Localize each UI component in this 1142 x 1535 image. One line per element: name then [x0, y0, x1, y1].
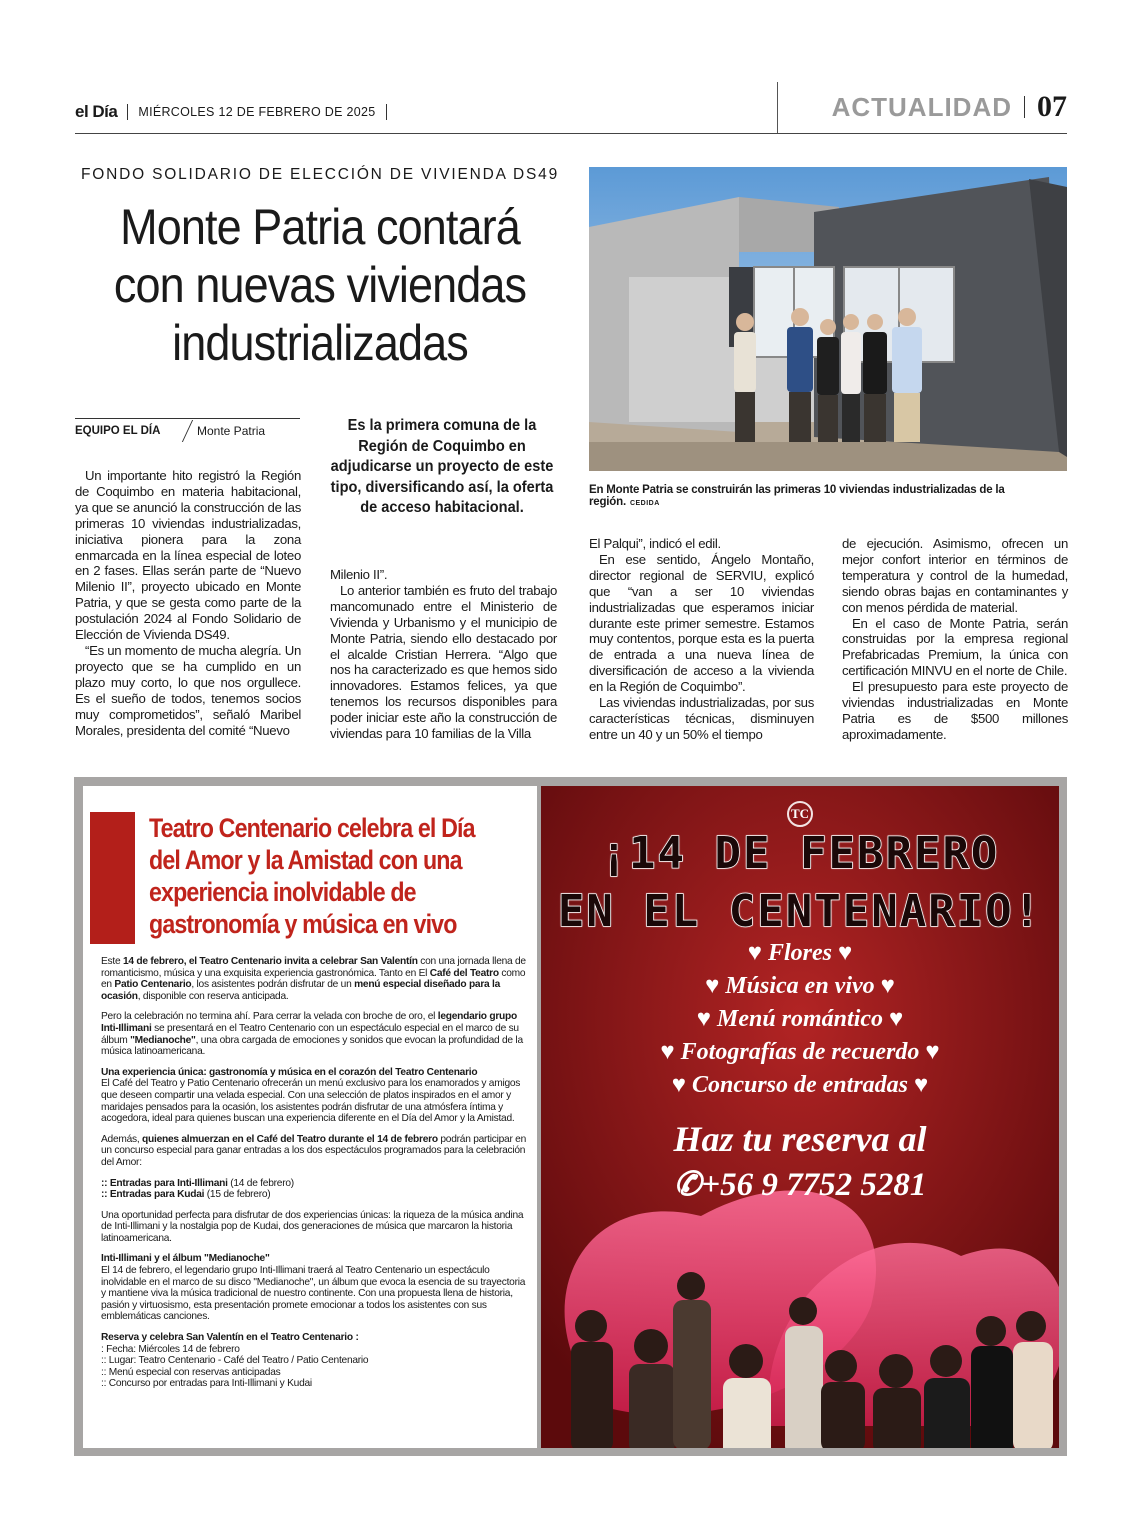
- list-item: :: Lugar: Teatro Centenario - Café del Teatro / Patio Centenario: [101, 1355, 369, 1367]
- ad-subheading: Reserva y celebra San Valentín en el Teatro Centenario :: [101, 1332, 359, 1344]
- article-column-3: [589, 536, 814, 743]
- text-run: El 14 de febrero, el legendario grupo Inti-Illimani traerá al Teatro Centenario un espectáculo inolvidable en el marco de su disco "Medianoche", un álbum que evoca la esencia de su trayectoria y mantiene viva la música tradicional de nuestro continente. Con una propuesta llena de historia, pasión y virtuosismo, esta presentación promete emocionar a todos los asistentes con sus emblemáticas canciones.: [101, 1265, 526, 1323]
- divider: [1024, 96, 1025, 118]
- header-left: [75, 102, 397, 122]
- paragraph: En el caso de Monte Patria, serán construidas por la empresa regional Prefabricadas Premium, la única con certificación MINVU en el norte de Chile.: [842, 615, 1068, 679]
- byline-location: Monte Patria: [197, 424, 266, 438]
- newspaper-logo: el Día: [75, 102, 118, 121]
- text-run: El Café del Teatro y Patio Centenario ofrecerán un menú exclusivo para los enamorados y amigos que deseen compartir una velada especial. Con una selección de platos inspirados en el amor y maridajes pensados para la ocasión, los asistentes podrán disfrutar de una atmósfera íntima y acogedora, ideal para quienes buscan una experiencia diferente en el Día del Amor y la Amistad.: [101, 1078, 521, 1125]
- ad-paragraph: Una oportunidad perfecta para disfrutar de dos experiencias únicas: la riqueza de la música andina de Inti-Illimani y la nostalgia pop de Kudai, dos generaciones de música que marcaron la historia latinoamericana.: [101, 1209, 524, 1244]
- text-run: legendario grupo Inti-Illimani: [101, 1011, 517, 1034]
- article-column-2: [330, 567, 557, 742]
- article-column-1: [75, 468, 301, 738]
- header-rule: [75, 133, 1067, 134]
- poster-item: ♥ Menú romántico ♥: [696, 1006, 904, 1032]
- poster-item: ♥ Concurso de entradas ♥: [671, 1072, 929, 1098]
- byline: [75, 418, 300, 442]
- text-run: Además,: [101, 1133, 143, 1145]
- ad-list: [101, 1332, 526, 1390]
- advertisement-box: [74, 777, 1067, 1456]
- divider: [777, 82, 778, 134]
- ad-paragraph: [101, 1134, 526, 1169]
- text-run: , una obra cargada de emociones y sonidos que evocan la profundidad de la música latinoamericana.: [101, 1034, 523, 1058]
- list-item: :: Entradas para Kudai: [101, 1189, 205, 1201]
- article-column-4: [842, 536, 1068, 743]
- list-item: : Fecha: Miércoles 14 de febrero: [101, 1343, 240, 1355]
- text-run: quienes almuerzan en el Café del Teatro durante el 14 de febrero: [142, 1133, 438, 1145]
- section-name: ACTUALIDAD: [831, 91, 1012, 122]
- text-run: como en: [101, 967, 526, 991]
- headline-line: con nuevas viviendas: [113, 257, 527, 313]
- article-headline: [100, 198, 541, 372]
- house-photo-illustration: [589, 167, 1067, 471]
- text-run: , disponible con reserva anticipada.: [137, 990, 289, 1002]
- paragraph: Lo anterior también es fruto del trabajo mancomunado entre el Ministerio de Vivienda y Urbanismo y el municipio de Monte Patria, siendo ello destacado por el alcalde Cristian Herrera. “Algo que nos ha caracterizado es que hemos sido innovadores. Estamos felices, ya que tenemos los recursos disponibles para poder iniciar este año la construcción de viviendas para 10 familias de la Villa: [330, 582, 557, 742]
- text-run: podrán participar en un concurso especial para ganar entradas a los dos espectáculos programados para la celebración del Amor:: [101, 1133, 527, 1168]
- ad-paragraph: [101, 1253, 526, 1323]
- text-run: "Medianoche": [130, 1034, 196, 1046]
- paragraph: El presupuesto para este proyecto de viviendas industrializadas en Monte Patria es de $500 millones aproximadamente.: [842, 679, 1068, 742]
- ad-accent-bar: [90, 812, 135, 944]
- headline-line: industrializadas: [172, 315, 468, 371]
- text-run: Café del Teatro: [429, 967, 499, 979]
- text-run: con una jornada llena de romanticismo, música y una exquisita experiencia gastronómica. Tanto en El: [101, 956, 526, 979]
- ad-paragraph: [101, 1067, 526, 1125]
- page-header: [75, 82, 1067, 134]
- ad-subheading: Una experiencia única: gastronomía y música en el corazón del Teatro Centenario: [101, 1066, 478, 1078]
- poster-reserve-text: Haz tu reserva al: [673, 1119, 927, 1159]
- divider: [182, 420, 193, 442]
- ad-text-panel: [83, 786, 537, 1448]
- text-run: 14 de febrero, el Teatro Centenario invita a celebrar San Valentín: [122, 956, 418, 967]
- text-run: (15 de febrero): [204, 1189, 271, 1201]
- ad-poster: [541, 786, 1059, 1448]
- theater-logo-icon: TC: [787, 801, 813, 827]
- paragraph: Un importante hito registró la Región de Coquimbo en materia habitacional, ya que se anunció la construcción de las primeras 10 viviendas industrializadas, iniciativa pionera para la zona enmarcada en la línea especial de loteo en 2 fases. Ellas serán parte de “Nuevo Milenio II”, proyecto ubicado en Monte Patria, y que se gesta como parte de la postulación 2024 al Fondo Solidario de Elección de Vivienda DS49.: [75, 468, 301, 643]
- page-number: 07: [1037, 90, 1067, 123]
- poster-item: ♥ Música en vivo ♥: [705, 973, 895, 999]
- article-deck: Es la primera comuna de la Región de Coquimbo en adjudicarse un proyecto de este tipo, diversificando así, la oferta de acceso habitacional.: [330, 417, 554, 516]
- text-run: Este: [101, 956, 123, 967]
- paragraph: de ejecución. Asimismo, ofrecen un mejor confort interior en términos de temperatura y control de la humedad, siendo obras bajas en contaminantes y con menos pérdida de material.: [842, 536, 1068, 615]
- text-run: , los asistentes podrán disfrutar de un: [191, 979, 355, 991]
- article-photo: [589, 167, 1067, 471]
- byline-author: EQUIPO EL DÍA: [75, 425, 161, 437]
- ad-list: [101, 1178, 526, 1201]
- text-run: (14 de febrero): [227, 1177, 294, 1189]
- text-run: menú especial diseñado para la ocasión: [101, 979, 501, 1002]
- divider: [127, 104, 128, 120]
- poster-item: ♥ Flores ♥: [747, 940, 853, 966]
- text-run: Patio Centenario: [114, 979, 192, 991]
- poster-headline-1: ¡14 DE FEBRERO: [600, 828, 1000, 879]
- ad-body: [101, 956, 526, 1399]
- text-run: se presentará en el Teatro Centenario con un espectáculo especial en el marco de su álbum: [101, 1022, 519, 1046]
- paragraph: En ese sentido, Ángelo Montaño, director regional de SERVIU, explicó que “van a ser 10 viviendas industrializadas que esperamos iniciar durante este primer semestre. Estamos muy contentos, porque esta es la puerta de entrada a una nueva línea de diversificación de acceso a la vivienda en la Región de Coquimbo”.: [589, 551, 814, 695]
- poster-phone: ✆+56 9 7752 5281: [673, 1167, 927, 1203]
- header-right: [832, 90, 1067, 124]
- paragraph: Las viviendas industrializadas, por sus características técnicas, disminuyen entre un 40 y un 50% el tiempo: [589, 695, 814, 742]
- ad-paragraph: [101, 956, 526, 1002]
- issue-date: MIÉRCOLES 12 DE FEBRERO DE 2025: [138, 105, 376, 119]
- caption-text: En Monte Patria se construirán las primeras 10 viviendas industrializadas de la región.: [589, 484, 1005, 508]
- ad-title: Teatro Centenario celebra el Día del Amor y la Amistad con una experiencia inolvidable de gastronomía y música en vivo: [149, 813, 475, 939]
- headline-line: Monte Patria contará: [120, 199, 520, 255]
- text-run: Pero la celebración no termina ahí. Para cerrar la velada con broche de oro, el: [101, 1011, 438, 1023]
- article-kicker: FONDO SOLIDARIO DE ELECCIÓN DE VIVIENDA DS49: [81, 166, 559, 183]
- list-item: :: Concurso por entradas para Inti-Illimani y Kudai: [101, 1378, 312, 1390]
- paragraph: Milenio II”.: [330, 567, 388, 582]
- paragraph: “Es un momento de mucha alegría. Un proyecto que se ha cumplido en un plazo muy corto, lo que nos orgullece. Es el sueño de todos, tenemos socios muy comprometidos”, señaló Maribel Morales, presidenta del comité “Nuevo: [75, 642, 301, 738]
- photo-credit: CEDIDA: [629, 500, 660, 507]
- poster-item: ♥ Fotografías de recuerdo ♥: [660, 1039, 940, 1065]
- list-item: :: Entradas para Inti-Illimani: [101, 1177, 228, 1189]
- ad-paragraph: [101, 1011, 526, 1057]
- ad-subheading: Inti-Illimani y el álbum "Medianoche": [101, 1253, 270, 1265]
- poster-headline-2: EN EL CENTENARIO!: [557, 886, 1043, 937]
- divider: [386, 104, 387, 120]
- list-item: :: Menú especial con reservas anticipadas: [101, 1366, 281, 1378]
- photo-caption: [589, 484, 1067, 508]
- paragraph: El Palqui”, indicó el edil.: [589, 536, 721, 551]
